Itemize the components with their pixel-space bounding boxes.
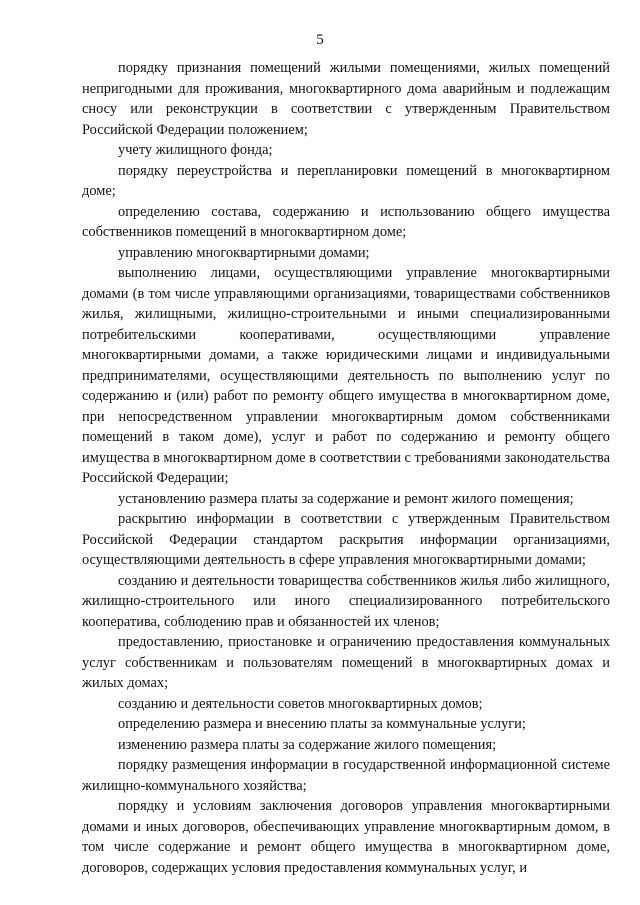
- paragraph: порядку переустройства и перепланировки помещений в многоквартирном доме;: [82, 162, 610, 199]
- paragraph: порядку и условиям заключения договоров управления многоквартирными домами и иных договоров, обеспечивающих управление многоквартирным домом, в том числе содержание и ремонт общего имущества в многоквартирном доме, договоров, содержащих условия предоставления коммунальных услуг, и: [82, 798, 610, 876]
- paragraph: порядку размещения информации в государственной информационной системе жилищно-коммунального хозяйства;: [82, 757, 610, 794]
- paragraph: определению размера и внесению платы за коммунальные услуги;: [118, 716, 526, 732]
- paragraph: учету жилищного фонда;: [118, 142, 273, 158]
- paragraph: созданию и деятельности товарищества собственников жилья либо жилищного, жилищно-строительного или иного специализированного потребительского кооператива, соблюдению прав и обязанностей их членов;: [82, 572, 610, 630]
- paragraph: выполнению лицами, осуществляющими управление многоквартирными домами (в том числе управляющими организациями, товариществами собственников жилья, жилищными, жилищно-строительными и иными специализированными потребительскими кооперативами, осуществляющими управление многоквартирными домами, а также юридическими лицами и индивидуальными предпринимателями, осуществляющими деятельность по выполнению услуг по содержанию и (или) работ по ремонту общего имущества в многоквартирном доме, при непосредственном управлении многоквартирным домом собственниками помещений в таком доме), услуг и работ по содержанию и ремонту общего имущества в многоквартирном доме в соответствии с требованиями законодательства Российской Федерации;: [82, 265, 610, 486]
- document-body: [82, 58, 610, 878]
- paragraph: изменению размера платы за содержание жилого помещения;: [118, 736, 497, 753]
- paragraph: определению состава, содержанию и использованию общего имущества собственников помещений в многоквартирном доме;: [82, 203, 610, 240]
- paragraph: предоставлению, приостановке и ограничению предоставления коммунальных услуг собственникам и пользователям помещений в многоквартирных домах и жилых домах;: [82, 634, 610, 691]
- page-number: 5: [316, 32, 324, 48]
- paragraph: порядку признания помещений жилыми помещениями, жилых помещений непригодными для проживания, многоквартирного дома аварийным и подлежащим сносу или реконструкции в соответствии с утвержденным Правительством Российской Федерации положением;: [82, 60, 610, 138]
- paragraph: установлению размера платы за содержание и ремонт жилого помещения;: [118, 490, 574, 507]
- paragraph: управлению многоквартирными домами;: [118, 244, 370, 261]
- paragraph: созданию и деятельности советов многоквартирных домов;: [118, 695, 483, 712]
- paragraph: раскрытию информации в соответствии с утвержденным Правительством Российской Федерации стандартом раскрытия информации организациями, осуществляющими деятельность в сфере управления многоквартирными домами;: [82, 511, 610, 568]
